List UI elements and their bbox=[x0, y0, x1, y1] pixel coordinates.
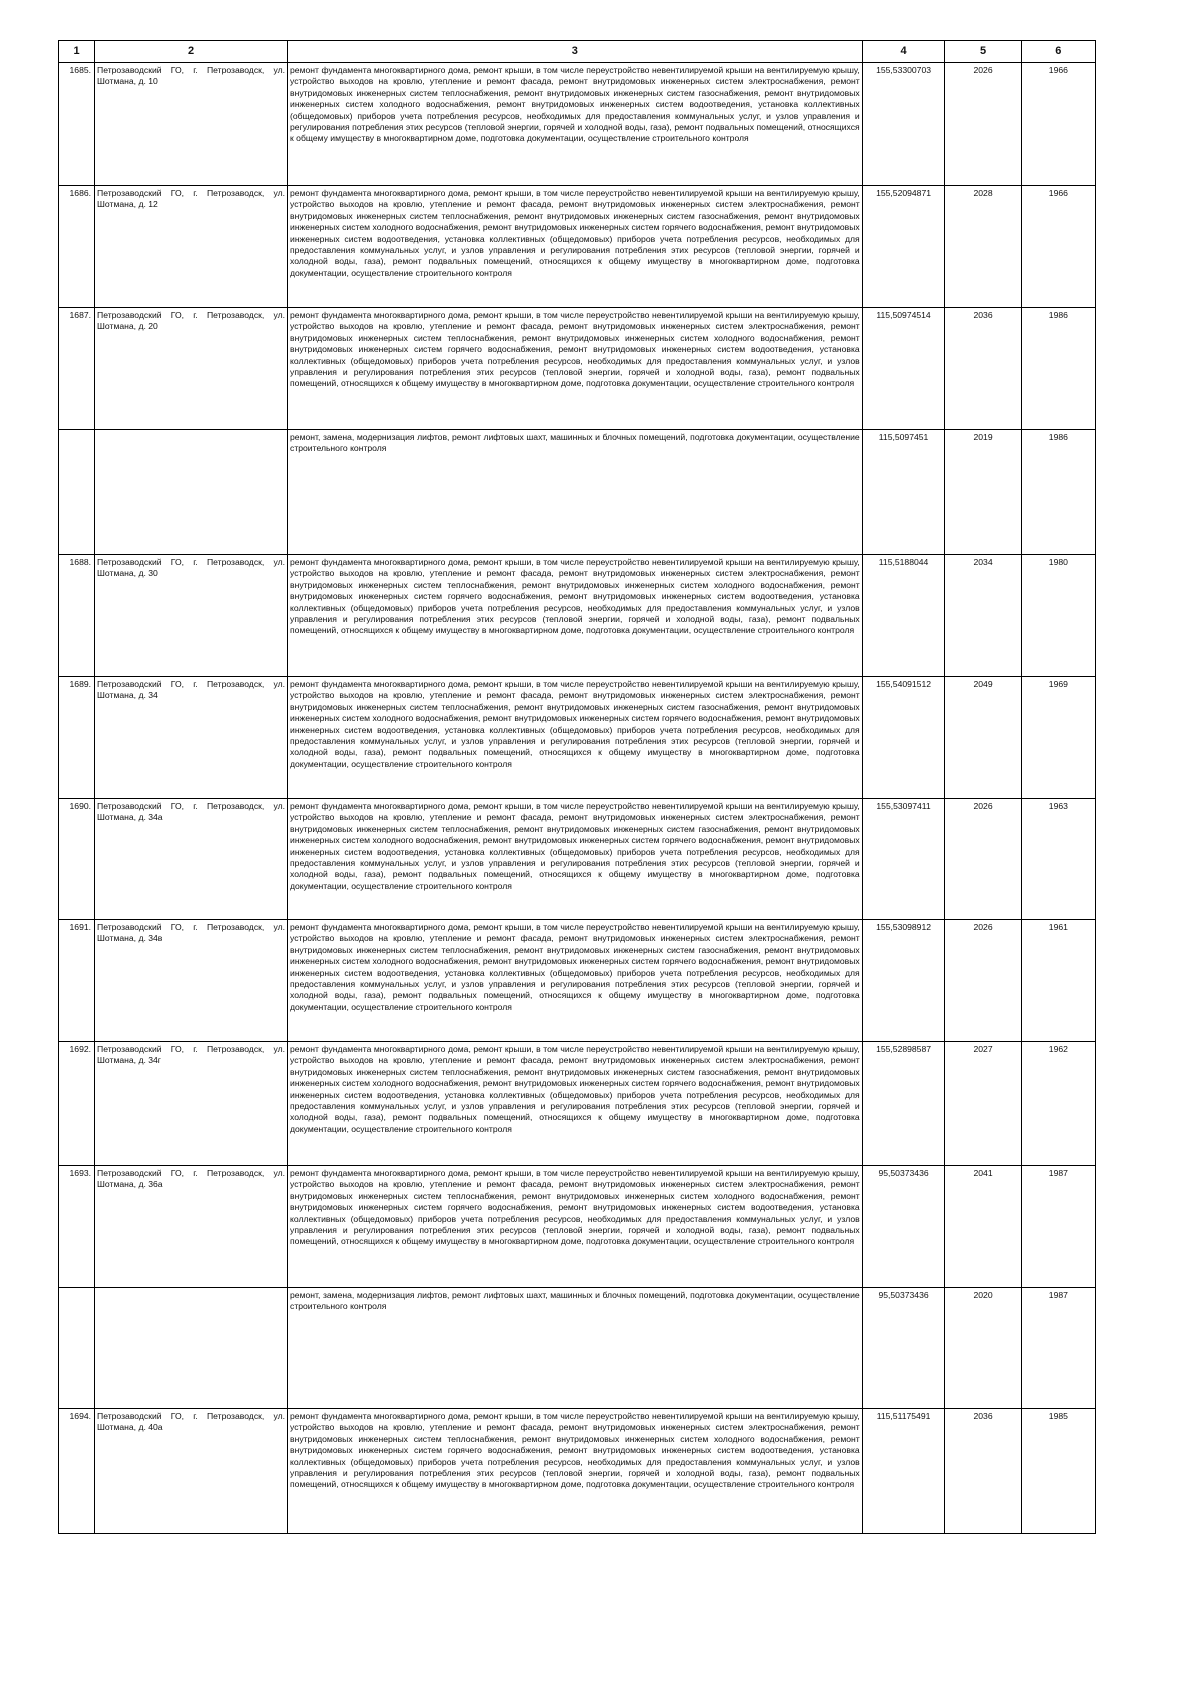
table-row bbox=[59, 1288, 1096, 1409]
built-year-cell: 1961 bbox=[1021, 920, 1095, 1042]
built-year-cell: 1966 bbox=[1021, 63, 1095, 186]
address-cell: Петрозаводский ГО, г. Петрозаводск, ул. Шотмана, д. 10 bbox=[95, 63, 288, 186]
work-description-cell: ремонт фундамента многоквартирного дома, ремонт крыши, в том числе переустройство невентилируемой крыши на вентилируемую крышу, устройство выходов на кровлю, утепление и ремонт фасада, ремонт внутридомовых инженерных систем электроснабжения, ремонт внутридомовых инженерных систем теплоснабжения, ремонт внутридомовых инженерных систем газоснабжения, ремонт внутридомовых инженерных систем холодного водоснабжения, ремонт внутридомовых инженерных систем водоотведения, установка коллективных (общедомовых) приборов учета потребления ресурсов, необходимых для предоставления коммунальных услуг, и узлов управления и регулирования потребления этих ресурсов (тепловой энергии, горячей и холодной воды, газа), ремонт подвальных помещений, относящихся к общему имуществу в многоквартирном доме, подготовка документации, осуществление строительного контроля bbox=[288, 63, 863, 186]
built-year-cell: 1963 bbox=[1021, 799, 1095, 920]
row-number: 1686. bbox=[59, 186, 95, 308]
table-row bbox=[59, 1042, 1096, 1166]
built-year-cell: 1987 bbox=[1021, 1166, 1095, 1288]
cost-cell: 155,53098912 bbox=[862, 920, 945, 1042]
year-cell: 2028 bbox=[945, 186, 1021, 308]
work-description-cell: ремонт фундамента многоквартирного дома, ремонт крыши, в том числе переустройство невентилируемой крыши на вентилируемую крышу, устройство выходов на кровлю, утепление и ремонт фасада, ремонт внутридомовых инженерных систем электроснабжения, ремонт внутридомовых инженерных систем теплоснабжения, ремонт внутридомовых инженерных систем холодного водоснабжения, ремонт внутридомовых инженерных систем горячего водоснабжения, ремонт внутридомовых инженерных систем водоотведения, установка коллективных (общедомовых) приборов учета потребления ресурсов, необходимых для предоставления коммунальных услуг, и узлов управления и регулирования потребления этих ресурсов (тепловой энергии, горячей и холодной воды, газа), ремонт подвальных помещений, относящихся к общему имуществу в многоквартирном доме, подготовка документации, осуществление строительного контроля bbox=[288, 1166, 863, 1288]
address-cell: Петрозаводский ГО, г. Петрозаводск, ул. Шотмана, д. 30 bbox=[95, 555, 288, 677]
row-number: 1689. bbox=[59, 677, 95, 799]
cost-cell: 155,53097411 bbox=[862, 799, 945, 920]
work-description-cell: ремонт фундамента многоквартирного дома, ремонт крыши, в том числе переустройство невентилируемой крыши на вентилируемую крышу, устройство выходов на кровлю, утепление и ремонт фасада, ремонт внутридомовых инженерных систем электроснабжения, ремонт внутридомовых инженерных систем теплоснабжения, ремонт внутридомовых инженерных систем газоснабжения, ремонт внутридомовых инженерных систем холодного водоснабжения, ремонт внутридомовых инженерных систем горячего водоснабжения, ремонт внутридомовых инженерных систем водоотведения, установка коллективных (общедомовых) приборов учета потребления ресурсов, необходимых для предоставления коммунальных услуг, и узлов управления и регулирования потребления этих ресурсов (тепловой энергии, горячей и холодной воды, газа), ремонт подвальных помещений, относящихся к общему имуществу в многоквартирном доме, подготовка документации, осуществление строительного контроля bbox=[288, 186, 863, 308]
cost-cell: 115,5097451 bbox=[862, 430, 945, 555]
work-description-cell: ремонт фундамента многоквартирного дома, ремонт крыши, в том числе переустройство невентилируемой крыши на вентилируемую крышу, устройство выходов на кровлю, утепление и ремонт фасада, ремонт внутридомовых инженерных систем электроснабжения, ремонт внутридомовых инженерных систем теплоснабжения, ремонт внутридомовых инженерных систем газоснабжения, ремонт внутридомовых инженерных систем холодного водоснабжения, ремонт внутридомовых инженерных систем горячего водоснабжения, ремонт внутридомовых инженерных систем водоотведения, установка коллективных (общедомовых) приборов учета потребления ресурсов, необходимых для предоставления коммунальных услуг, и узлов управления и регулирования потребления этих ресурсов (тепловой энергии, горячей и холодной воды, газа), ремонт подвальных помещений, относящихся к общему имуществу в многоквартирном доме, подготовка документации, осуществление строительного контроля bbox=[288, 799, 863, 920]
header-row bbox=[59, 41, 1096, 63]
year-cell: 2020 bbox=[945, 1288, 1021, 1409]
address-cell: Петрозаводский ГО, г. Петрозаводск, ул. Шотмана, д. 20 bbox=[95, 308, 288, 430]
table-row bbox=[59, 430, 1096, 555]
work-description-cell: ремонт фундамента многоквартирного дома, ремонт крыши, в том числе переустройство невентилируемой крыши на вентилируемую крышу, устройство выходов на кровлю, утепление и ремонт фасада, ремонт внутридомовых инженерных систем электроснабжения, ремонт внутридомовых инженерных систем теплоснабжения, ремонт внутридомовых инженерных систем газоснабжения, ремонт внутридомовых инженерных систем холодного водоснабжения, ремонт внутридомовых инженерных систем горячего водоснабжения, ремонт внутридомовых инженерных систем водоотведения, установка коллективных (общедомовых) приборов учета потребления ресурсов, необходимых для предоставления коммунальных услуг, и узлов управления и регулирования потребления этих ресурсов (тепловой энергии, горячей и холодной воды, газа), ремонт подвальных помещений, относящихся к общему имуществу в многоквартирном доме, подготовка документации, осуществление строительного контроля bbox=[288, 920, 863, 1042]
address-cell: Петрозаводский ГО, г. Петрозаводск, ул. Шотмана, д. 34в bbox=[95, 920, 288, 1042]
year-cell: 2049 bbox=[945, 677, 1021, 799]
year-cell: 2027 bbox=[945, 1042, 1021, 1166]
cost-cell: 115,5188044 bbox=[862, 555, 945, 677]
row-number: 1693. bbox=[59, 1166, 95, 1288]
address-cell: Петрозаводский ГО, г. Петрозаводск, ул. Шотмана, д. 12 bbox=[95, 186, 288, 308]
work-description-cell: ремонт фундамента многоквартирного дома, ремонт крыши, в том числе переустройство невентилируемой крыши на вентилируемую крышу, устройство выходов на кровлю, утепление и ремонт фасада, ремонт внутридомовых инженерных систем электроснабжения, ремонт внутридомовых инженерных систем теплоснабжения, ремонт внутридомовых инженерных систем газоснабжения, ремонт внутридомовых инженерных систем холодного водоснабжения, ремонт внутридомовых инженерных систем горячего водоснабжения, ремонт внутридомовых инженерных систем водоотведения, установка коллективных (общедомовых) приборов учета потребления ресурсов, необходимых для предоставления коммунальных услуг, и узлов управления и регулирования потребления этих ресурсов (тепловой энергии, горячей и холодной воды, газа), ремонт подвальных помещений, относящихся к общему имуществу в многоквартирном доме, подготовка документации, осуществление строительного контроля bbox=[288, 677, 863, 799]
cost-cell: 155,54091512 bbox=[862, 677, 945, 799]
cost-cell: 95,50373436 bbox=[862, 1166, 945, 1288]
row-number: 1687. bbox=[59, 308, 95, 430]
column-header: 3 bbox=[288, 41, 863, 63]
cost-cell: 115,50974514 bbox=[862, 308, 945, 430]
row-number: 1690. bbox=[59, 799, 95, 920]
row-number: 1691. bbox=[59, 920, 95, 1042]
built-year-cell: 1969 bbox=[1021, 677, 1095, 799]
table-row bbox=[59, 555, 1096, 677]
work-description-cell: ремонт, замена, модернизация лифтов, ремонт лифтовых шахт, машинных и блочных помещений, подготовка документации, осуществление строительного контроля bbox=[288, 430, 863, 555]
built-year-cell: 1986 bbox=[1021, 308, 1095, 430]
year-cell: 2026 bbox=[945, 799, 1021, 920]
year-cell: 2036 bbox=[945, 308, 1021, 430]
cost-cell: 155,53300703 bbox=[862, 63, 945, 186]
row-number: 1685. bbox=[59, 63, 95, 186]
column-header: 5 bbox=[945, 41, 1021, 63]
work-description-cell: ремонт, замена, модернизация лифтов, ремонт лифтовых шахт, машинных и блочных помещений, подготовка документации, осуществление строительного контроля bbox=[288, 1288, 863, 1409]
column-header: 1 bbox=[59, 41, 95, 63]
row-number: 1688. bbox=[59, 555, 95, 677]
built-year-cell: 1980 bbox=[1021, 555, 1095, 677]
cost-cell: 95,50373436 bbox=[862, 1288, 945, 1409]
built-year-cell: 1962 bbox=[1021, 1042, 1095, 1166]
table-row bbox=[59, 186, 1096, 308]
table-row bbox=[59, 677, 1096, 799]
table-row bbox=[59, 308, 1096, 430]
row-number bbox=[59, 430, 95, 555]
address-cell bbox=[95, 430, 288, 555]
column-header: 4 bbox=[862, 41, 945, 63]
row-number: 1692. bbox=[59, 1042, 95, 1166]
year-cell: 2034 bbox=[945, 555, 1021, 677]
address-cell: Петрозаводский ГО, г. Петрозаводск, ул. Шотмана, д. 34а bbox=[95, 799, 288, 920]
work-description-cell: ремонт фундамента многоквартирного дома, ремонт крыши, в том числе переустройство невентилируемой крыши на вентилируемую крышу, устройство выходов на кровлю, утепление и ремонт фасада, ремонт внутридомовых инженерных систем электроснабжения, ремонт внутридомовых инженерных систем теплоснабжения, ремонт внутридомовых инженерных систем газоснабжения, ремонт внутридомовых инженерных систем холодного водоснабжения, ремонт внутридомовых инженерных систем горячего водоснабжения, ремонт внутридомовых инженерных систем водоотведения, установка коллективных (общедомовых) приборов учета потребления ресурсов, необходимых для предоставления коммунальных услуг, и узлов управления и регулирования потребления этих ресурсов (тепловой энергии, горячей и холодной воды, газа), ремонт подвальных помещений, относящихся к общему имуществу в многоквартирном доме, подготовка документации, осуществление строительного контроля bbox=[288, 1042, 863, 1166]
work-description-cell: ремонт фундамента многоквартирного дома, ремонт крыши, в том числе переустройство невентилируемой крыши на вентилируемую крышу, устройство выходов на кровлю, утепление и ремонт фасада, ремонт внутридомовых инженерных систем электроснабжения, ремонт внутридомовых инженерных систем теплоснабжения, ремонт внутридомовых инженерных систем холодного водоснабжения, ремонт внутридомовых инженерных систем горячего водоснабжения, ремонт внутридомовых инженерных систем водоотведения, установка коллективных (общедомовых) приборов учета потребления ресурсов, необходимых для предоставления коммунальных услуг, и узлов управления и регулирования потребления этих ресурсов (тепловой энергии, горячей и холодной воды, газа), ремонт подвальных помещений, относящихся к общему имуществу в многоквартирном доме, подготовка документации, осуществление строительного контроля bbox=[288, 1409, 863, 1534]
table-row bbox=[59, 1409, 1096, 1534]
built-year-cell: 1966 bbox=[1021, 186, 1095, 308]
built-year-cell: 1985 bbox=[1021, 1409, 1095, 1534]
year-cell: 2026 bbox=[945, 63, 1021, 186]
address-cell bbox=[95, 1288, 288, 1409]
row-number: 1694. bbox=[59, 1409, 95, 1534]
cost-cell: 155,52898587 bbox=[862, 1042, 945, 1166]
address-cell: Петрозаводский ГО, г. Петрозаводск, ул. Шотмана, д. 34г bbox=[95, 1042, 288, 1166]
cost-cell: 115,51175491 bbox=[862, 1409, 945, 1534]
year-cell: 2036 bbox=[945, 1409, 1021, 1534]
table-row bbox=[59, 799, 1096, 920]
work-schedule-table bbox=[58, 40, 1096, 1534]
address-cell: Петрозаводский ГО, г. Петрозаводск, ул. Шотмана, д. 36а bbox=[95, 1166, 288, 1288]
table-row bbox=[59, 1166, 1096, 1288]
column-header: 2 bbox=[95, 41, 288, 63]
column-header: 6 bbox=[1021, 41, 1095, 63]
address-cell: Петрозаводский ГО, г. Петрозаводск, ул. Шотмана, д. 34 bbox=[95, 677, 288, 799]
cost-cell: 155,52094871 bbox=[862, 186, 945, 308]
row-number bbox=[59, 1288, 95, 1409]
work-description-cell: ремонт фундамента многоквартирного дома, ремонт крыши, в том числе переустройство невентилируемой крыши на вентилируемую крышу, устройство выходов на кровлю, утепление и ремонт фасада, ремонт внутридомовых инженерных систем электроснабжения, ремонт внутридомовых инженерных систем теплоснабжения, ремонт внутридомовых инженерных систем холодного водоснабжения, ремонт внутридомовых инженерных систем горячего водоснабжения, ремонт внутридомовых инженерных систем водоотведения, установка коллективных (общедомовых) приборов учета потребления ресурсов, необходимых для предоставления коммунальных услуг, и узлов управления и регулирования потребления этих ресурсов (тепловой энергии, горячей и холодной воды, газа), ремонт подвальных помещений, относящихся к общему имуществу в многоквартирном доме, подготовка документации, осуществление строительного контроля bbox=[288, 308, 863, 430]
built-year-cell: 1986 bbox=[1021, 430, 1095, 555]
table-row bbox=[59, 63, 1096, 186]
built-year-cell: 1987 bbox=[1021, 1288, 1095, 1409]
year-cell: 2041 bbox=[945, 1166, 1021, 1288]
table-row bbox=[59, 920, 1096, 1042]
year-cell: 2019 bbox=[945, 430, 1021, 555]
year-cell: 2026 bbox=[945, 920, 1021, 1042]
work-description-cell: ремонт фундамента многоквартирного дома, ремонт крыши, в том числе переустройство невентилируемой крыши на вентилируемую крышу, устройство выходов на кровлю, утепление и ремонт фасада, ремонт внутридомовых инженерных систем электроснабжения, ремонт внутридомовых инженерных систем теплоснабжения, ремонт внутридомовых инженерных систем холодного водоснабжения, ремонт внутридомовых инженерных систем горячего водоснабжения, ремонт внутридомовых инженерных систем водоотведения, установка коллективных (общедомовых) приборов учета потребления ресурсов, необходимых для предоставления коммунальных услуг, и узлов управления и регулирования потребления этих ресурсов (тепловой энергии, горячей и холодной воды, газа), ремонт подвальных помещений, относящихся к общему имуществу в многоквартирном доме, подготовка документации, осуществление строительного контроля bbox=[288, 555, 863, 677]
address-cell: Петрозаводский ГО, г. Петрозаводск, ул. Шотмана, д. 40а bbox=[95, 1409, 288, 1534]
